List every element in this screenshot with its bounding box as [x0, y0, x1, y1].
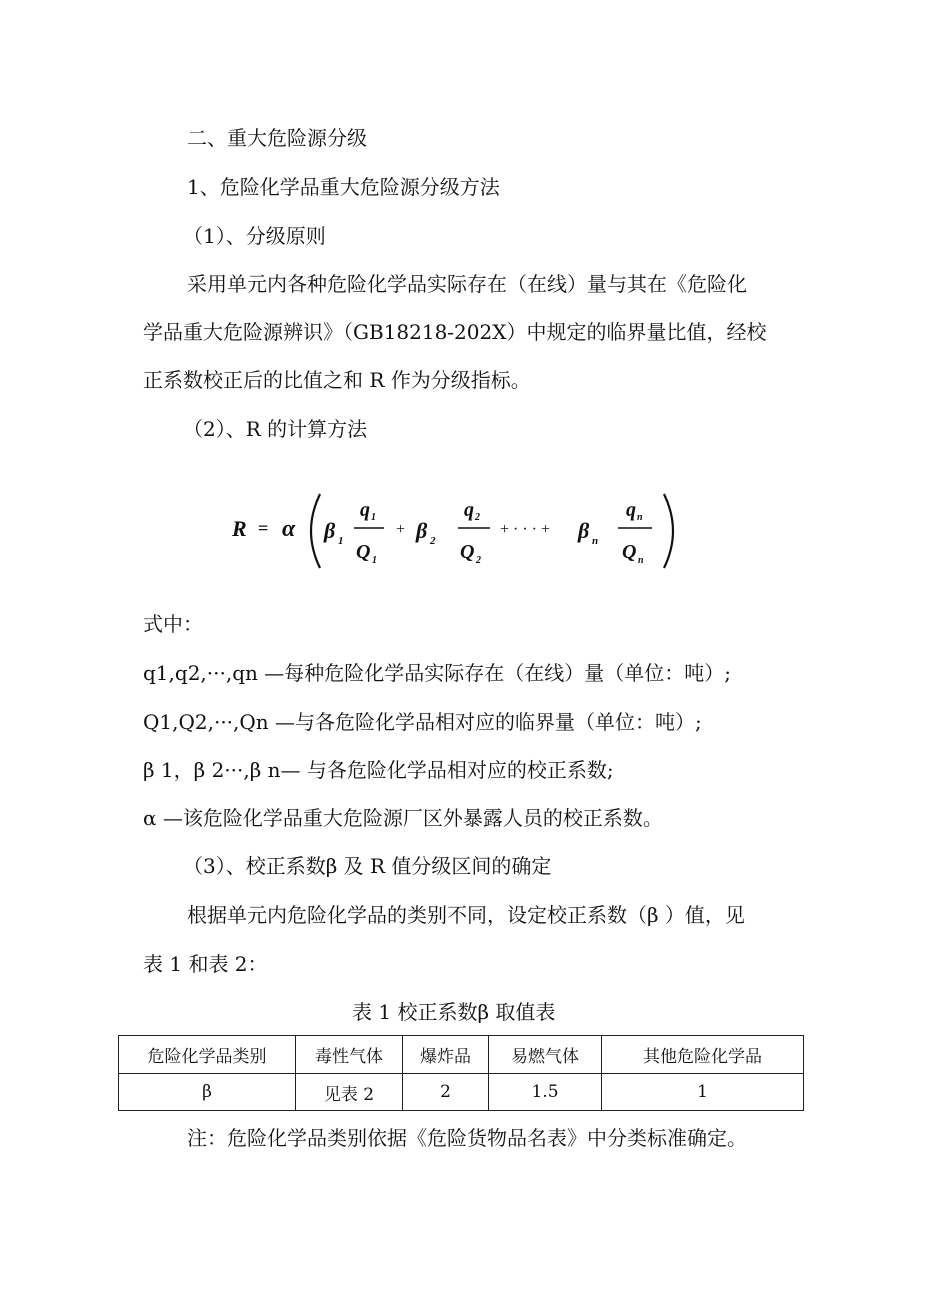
plus-sign: + [396, 521, 406, 538]
paragraph-line: 采用单元内各种危险化学品实际存在（在线）量与其在《危险化 [187, 272, 747, 296]
paragraph-line: 学品重大危险源辨识》（GB18218-202X）中规定的临界量比值，经校 [143, 320, 767, 344]
subsection-heading: 1、危险化学品重大危险源分级方法 [187, 175, 500, 199]
table-cell: 2 [403, 1074, 489, 1111]
svg-text:1: 1 [371, 512, 376, 523]
svg-text:1: 1 [372, 555, 377, 566]
table-header-cell: 易燃气体 [489, 1036, 602, 1074]
definition-line: Q1,Q2,···,Qn —与各危险化学品相对应的临界量（单位：吨）; [143, 710, 702, 734]
table-header-cell: 毒性气体 [296, 1036, 403, 1074]
beta-symbol: β [416, 518, 428, 543]
left-paren [311, 494, 320, 568]
svg-text:2: 2 [476, 555, 481, 566]
svg-text:2: 2 [475, 512, 480, 523]
definition-line: q1,q2,···,qn —每种危险化学品实际存在（在线）量（单位：吨）; [143, 661, 731, 685]
right-paren [664, 494, 673, 568]
formula-alpha: α [282, 516, 296, 542]
definition-line: α —该危险化学品重大危险源厂区外暴露人员的校正系数。 [143, 806, 663, 830]
table-header-row [119, 1036, 804, 1074]
definition-line: β 1，β 2···,β n— 与各危险化学品相对应的校正系数; [143, 758, 614, 782]
denominator-q: Q [622, 541, 637, 563]
table-header-cell: 危险化学品类别 [119, 1036, 296, 1074]
formula-equals: = [258, 518, 269, 538]
beta-symbol: β [324, 518, 336, 543]
formula-lhs: R [232, 516, 247, 541]
table-caption: 表 1 校正系数β 取值表 [352, 1000, 556, 1024]
svg-text:n: n [638, 555, 644, 566]
beta-subscript: 1 [338, 535, 344, 547]
numerator-q: q [464, 499, 474, 521]
table-cell: 1.5 [489, 1074, 602, 1111]
beta-symbol: β [578, 518, 590, 543]
beta-subscript: 2 [430, 535, 436, 547]
paragraph-line: 根据单元内危险化学品的类别不同，设定校正系数（β ）值，见 [187, 903, 745, 927]
table-header-cell: 爆炸品 [403, 1036, 489, 1074]
item-heading-2: （2）、R 的计算方法 [183, 417, 368, 441]
paragraph-line: 正系数校正后的比值之和 R 作为分级指标。 [143, 368, 531, 392]
r-formula [228, 486, 688, 576]
where-label: 式中： [143, 612, 203, 636]
paragraph-line: 表 1 和表 2： [143, 952, 268, 976]
table-cell: β [119, 1074, 296, 1111]
table-cell: 见表 2 [296, 1074, 403, 1111]
denominator-q: Q [460, 541, 475, 563]
table-cell: 1 [602, 1074, 804, 1111]
beta-subscript: n [592, 535, 599, 547]
item-heading-1: （1）、分级原则 [183, 224, 326, 248]
table-header-cell: 其他危险化学品 [602, 1036, 804, 1074]
dots-sign: + · · · + [500, 521, 551, 538]
svg-text:n: n [637, 512, 643, 523]
numerator-q: q [360, 499, 370, 521]
table-note: 注：危险化学品类别依据《危险货物品名表》中分类标准确定。 [187, 1126, 747, 1150]
beta-value-table [118, 1035, 804, 1111]
item-heading-3: （3）、校正系数β 及 R 值分级区间的确定 [183, 854, 552, 878]
table-row [119, 1074, 804, 1111]
denominator-q: Q [356, 541, 371, 563]
numerator-q: q [626, 499, 636, 521]
section-heading: 二、重大危险源分级 [187, 126, 367, 150]
